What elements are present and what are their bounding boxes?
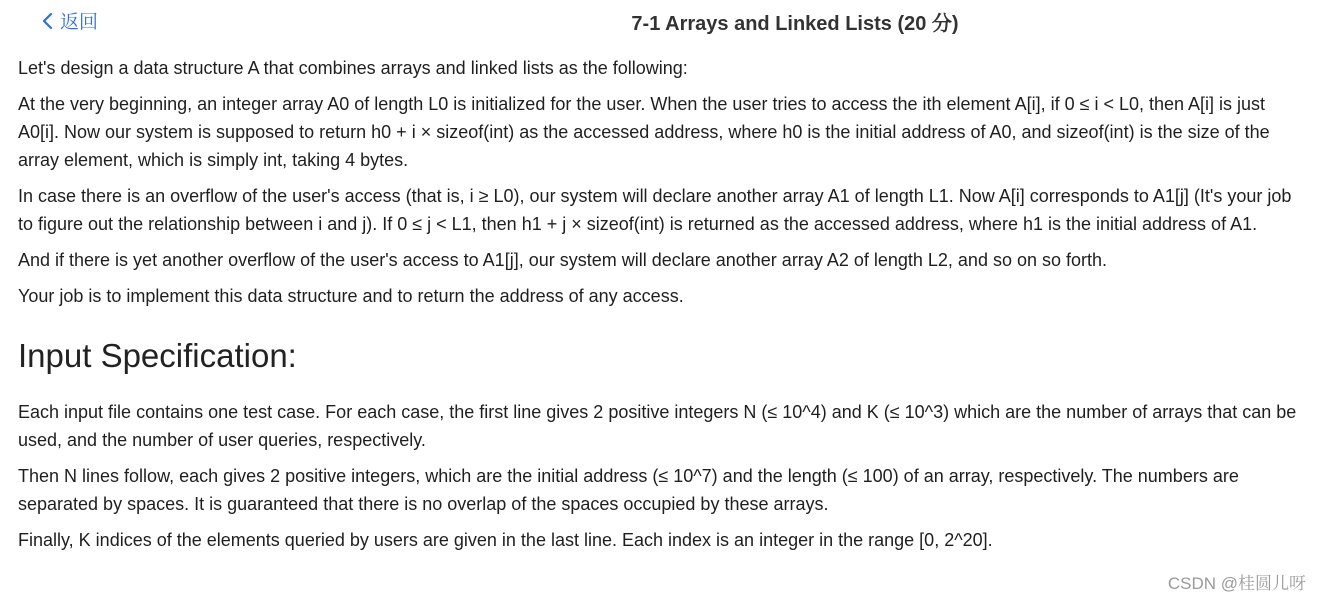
- top-bar: [0, 0, 1320, 40]
- problem-paragraph-4: Your job is to implement this data structure and to return the address of any access.: [18, 286, 684, 306]
- problem-paragraph-1: At the very beginning, an integer array A0 of length L0 is initialized for the user. When the user tries to access the ith element A[i], if 0 ≤ i < L0, then A[i] is just A0[i]. Now our system is supposed to return h0 + i × sizeof(int) as the accessed address, where h0 is the initial address of A0, and sizeof(int) is the size of the array element, which is simply int, taking 4 bytes.: [18, 94, 1270, 170]
- input-spec-paragraph-3: Finally, K indices of the elements queried by users are given in the last line. Each index is an integer in the range [0, 2^20].: [18, 530, 993, 550]
- problem-intro: Let's design a data structure A that combines arrays and linked lists as the following:: [18, 58, 688, 78]
- problem-paragraph-2: In case there is an overflow of the user's access (that is, i ≥ L0), our system will declare another array A1 of length L1. Now A[i] corresponds to A1[j] (It's your job to figure out the relationship between i and j). If 0 ≤ j < L1, then h1 + j × sizeof(int) is returned as the accessed address, where h1 is the initial address of A1.: [18, 186, 1292, 234]
- back-label: 返回: [60, 12, 99, 33]
- input-spec-heading: Input Specification:: [18, 337, 297, 374]
- problem-content: [18, 54, 1308, 562]
- input-spec-paragraph-2: Then N lines follow, each gives 2 positive integers, which are the initial address (≤ 10^7) and the length (≤ 100) of an array, respectively. The numbers are separated by spaces. It is guaranteed that there is no overlap of the spaces occupied by these arrays.: [18, 466, 1239, 514]
- page-title: 7-1 Arrays and Linked Lists (20 分): [631, 13, 959, 35]
- problem-paragraph-3: And if there is yet another overflow of the user's access to A1[j], our system will declare another array A2 of length L2, and so on so forth.: [18, 250, 1108, 270]
- input-spec-paragraph-1: Each input file contains one test case. For each case, the first line gives 2 positive integers N (≤ 10^4) and K (≤ 10^3) which are the number of arrays that can be used, and the number of user queries, respectively.: [18, 402, 1297, 450]
- watermark: CSDN @桂圆儿呀: [1167, 574, 1306, 593]
